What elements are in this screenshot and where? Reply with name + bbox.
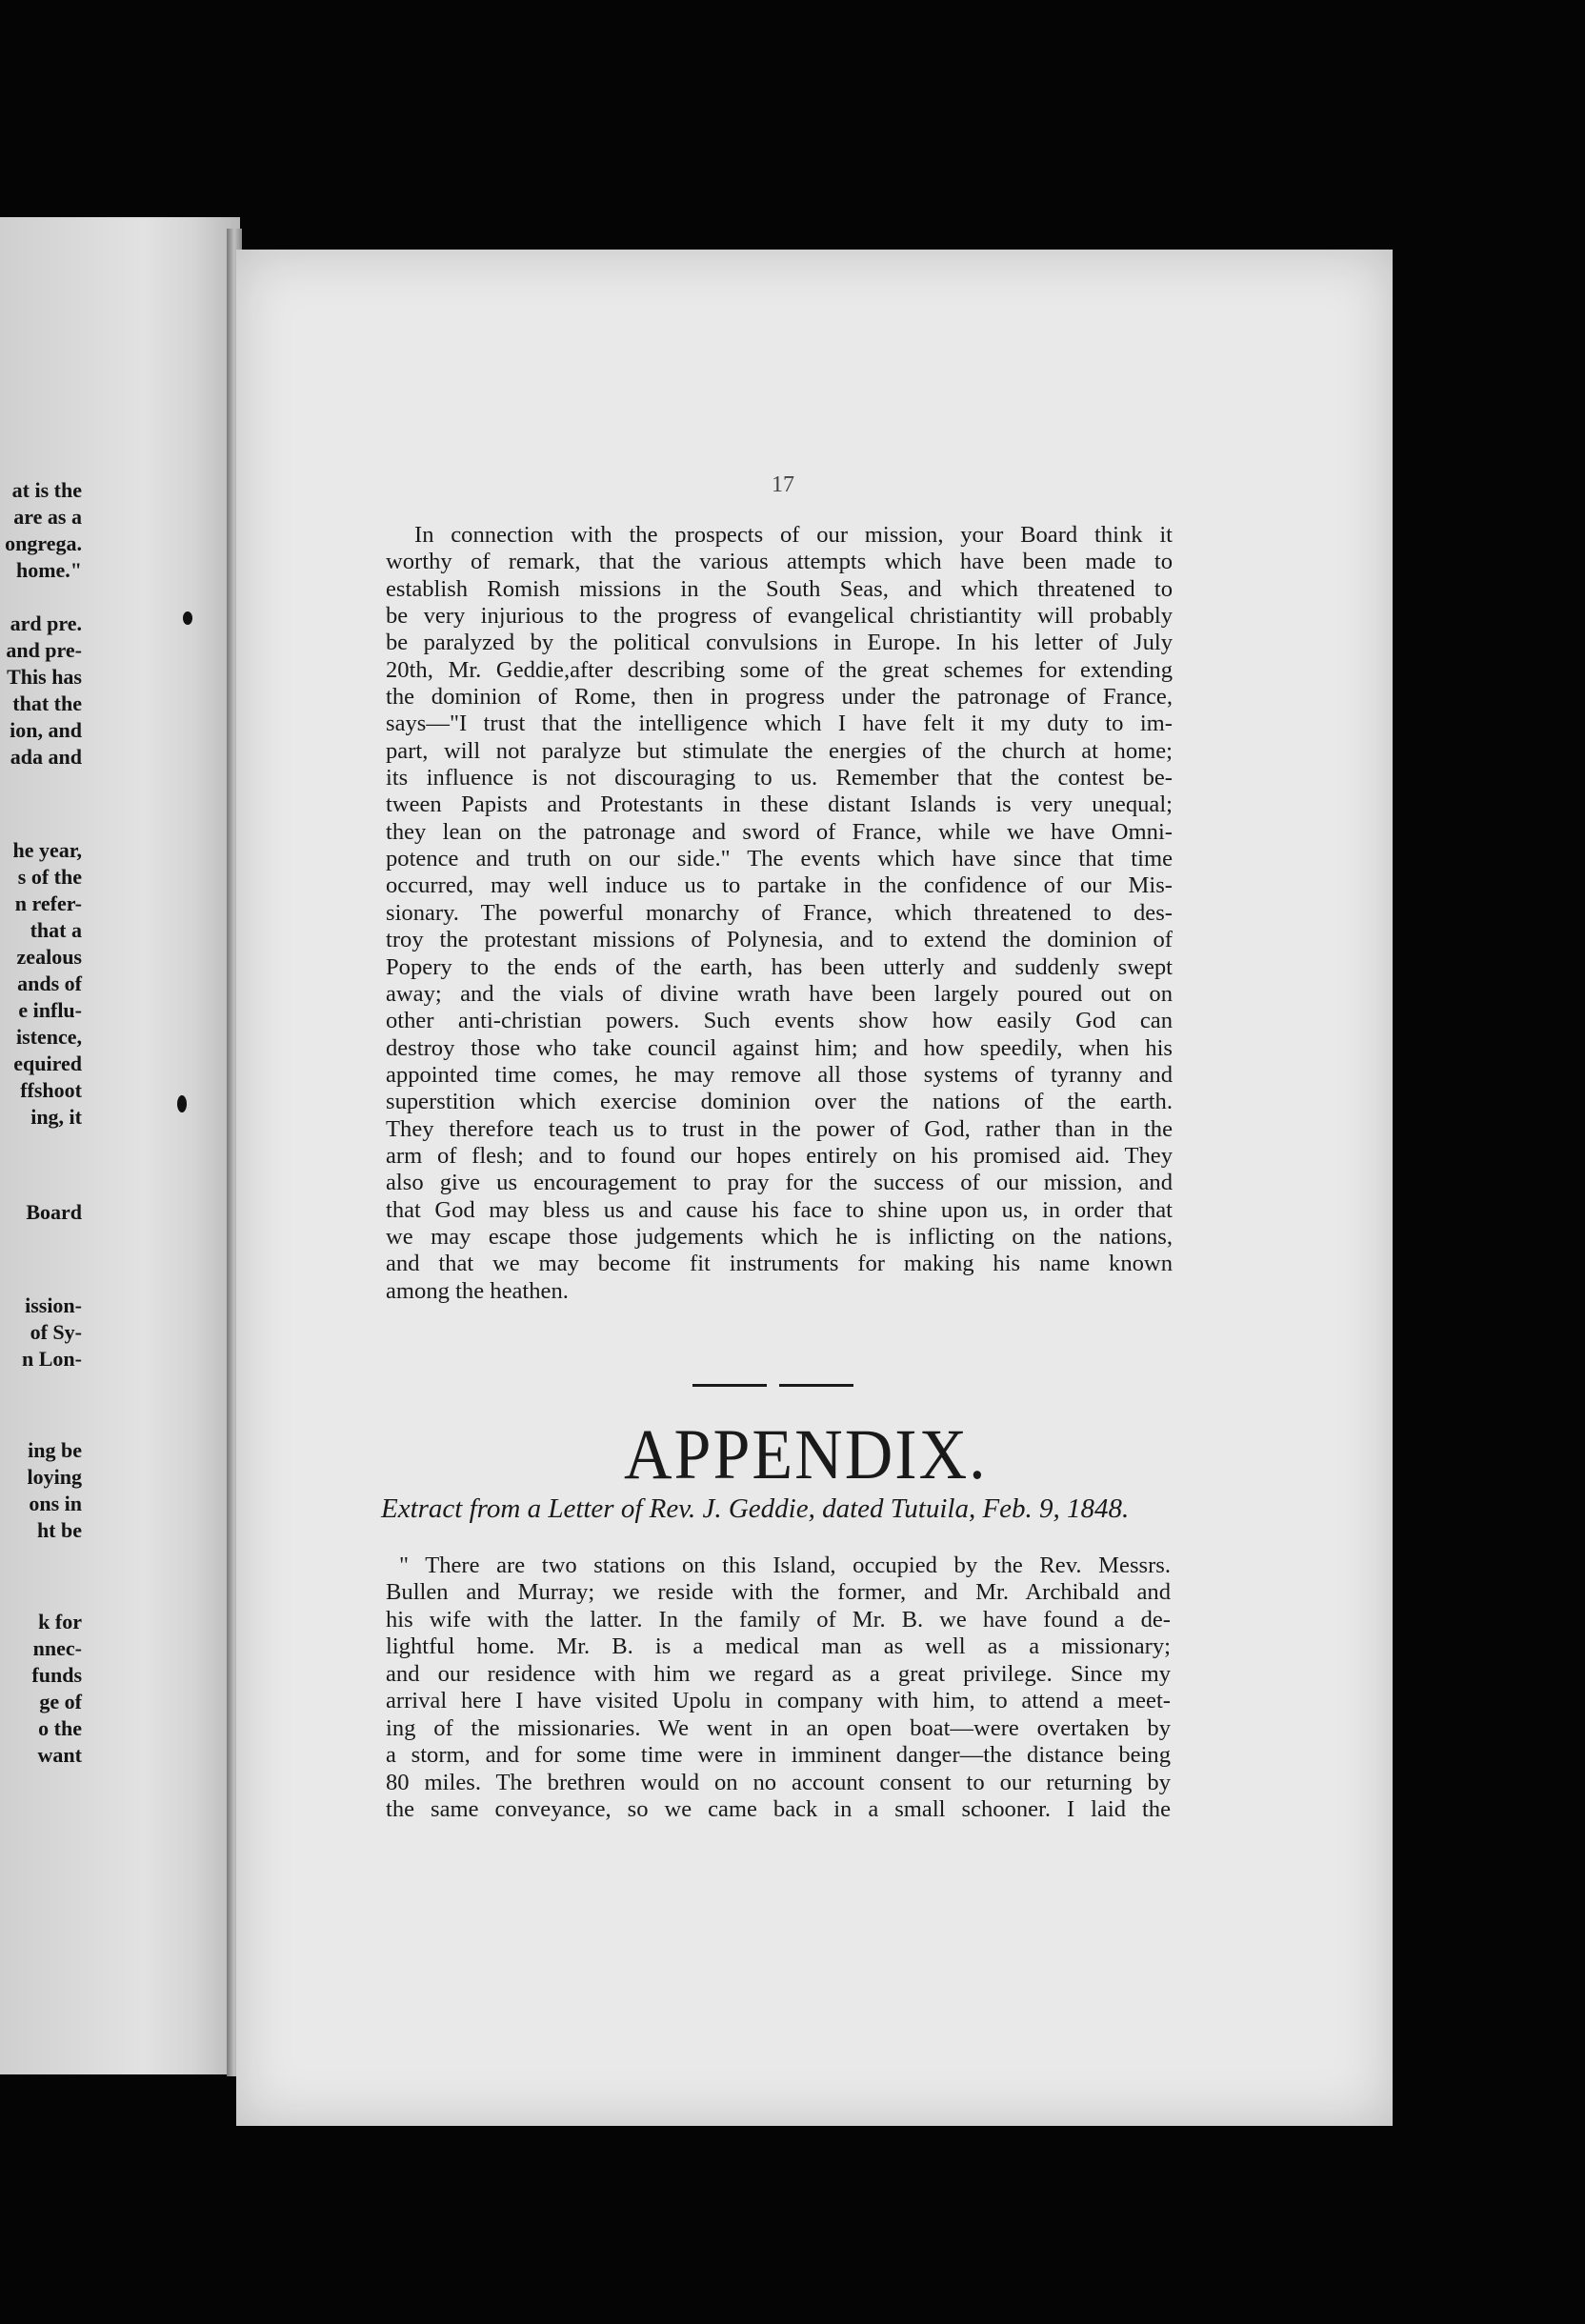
body-line: part, will not paralyze but stimulate the energies of the church at home; [386,737,1173,764]
body-line: away; and the vials of divine wrath have been largely poured out on [386,980,1173,1007]
left-page-line: funds [31,1663,82,1687]
left-page-line: ission- [25,1293,82,1317]
body-line: and that we may become fit instruments for making his name known [386,1251,1173,1277]
page-number: 17 [772,472,794,497]
left-page-line: ons in [29,1492,82,1515]
left-page-line: at is the [11,478,82,502]
body-line: superstition which exercise dominion over the nations of the earth. [386,1089,1173,1115]
letter-line: " There are two stations on this Island, occupied by the Rev. Messrs. [399,1553,1171,1578]
left-page-line: ge of [39,1690,82,1713]
body-line: the dominion of Rome, then in progress under the patronage of France, [386,684,1173,711]
body-line: troy the protestant missions of Polynesia, and to extend the dominion of [386,927,1173,953]
body-line: be very injurious to the progress of evangelical christiantity will probably [386,603,1173,630]
left-page-line: s of the [17,865,82,889]
body-paragraph [386,522,1173,1305]
letter-line: lightful home. Mr. B. is a medical man as well as a missionary; [386,1633,1171,1660]
left-page-line: ands of [17,972,82,995]
left-page-line: ongrega. [5,531,82,555]
letter-line: arrival here I have visited Upolu in company with him, to attend a meet- [386,1688,1171,1714]
body-line: potence and truth on our side." The events which have since that time [386,846,1173,872]
left-page-line: istence, [15,1025,82,1049]
letter-line: Bullen and Murray; we reside with the former, and Mr. Archibald and [386,1579,1171,1606]
body-line: 20th, Mr. Geddie,after describing some of the great schemes for extending [386,656,1173,683]
left-page-line: ffshoot [20,1078,82,1102]
section-rule-right [779,1384,853,1387]
body-line: worthy of remark, that the various attempts which have been made to [386,549,1173,575]
left-page-line: ing, it [30,1105,82,1129]
body-line: tween Papists and Protestants in these distant Islands is very unequal; [386,791,1173,818]
left-page-line: of Sy- [30,1320,82,1344]
left-page-line: Board [26,1200,82,1224]
left-page-line: equired [13,1052,82,1075]
body-line: they lean on the patronage and sword of France, while we have Omni- [386,818,1173,845]
body-line: among the heathen. [386,1277,569,1304]
body-line: establish Romish missions in the South Seas, and which threatened to [386,575,1173,602]
left-page-line: and pre- [6,638,82,662]
letter-line: 80 miles. The brethren would on no account consent to our returning by [386,1769,1171,1795]
body-line: Popery to the ends of the earth, has been utterly and suddenly swept [386,953,1173,980]
appendix-heading: APPENDIX. [624,1414,988,1495]
letter-line: ing of the missionaries. We went in an open boat—were overtaken by [386,1714,1171,1741]
left-page-line: n Lon- [22,1347,82,1371]
letter-line: the same conveyance, so we came back in a small schooner. I laid the [386,1796,1171,1823]
left-page-line: ing be [28,1438,82,1462]
left-page-line: ard pre. [10,611,82,635]
body-line: destroy those who take council against him; and how speedily, when his [386,1034,1173,1061]
section-rule-left [692,1384,767,1387]
left-page-line: nnec- [32,1636,82,1660]
letter-paragraph [386,1553,1171,1824]
left-page-line: that a [30,918,82,942]
left-page-line: ada and [10,745,82,769]
left-page-line: k for [38,1610,82,1633]
body-line: other anti-christian powers. Such events show how easily God can [386,1008,1173,1034]
left-page-line: want [37,1743,82,1767]
left-page-line: he year, [12,838,82,862]
extract-heading: Extract from a Letter of Rev. J. Geddie, dated Tutuila, Feb. 9, 1848. [381,1493,1130,1524]
body-line: be paralyzed by the political convulsions in Europe. In his letter of July [386,630,1173,656]
body-line: sionary. The powerful monarchy of France, which threatened to des- [386,899,1173,926]
ink-speck [177,1095,187,1112]
left-page-line: are as a [13,505,82,529]
body-line: occurred, may well induce us to partake in the confidence of our Mis- [386,872,1173,899]
body-line: In connection with the prospects of our mission, your Board think it [414,522,1173,548]
body-line: that God may bless us and cause his face to shine upon us, in order that [386,1196,1173,1223]
body-line: They therefore teach us to trust in the power of God, rather than in the [386,1115,1173,1142]
body-line: appointed time comes, he may remove all those systems of tyranny and [386,1061,1173,1088]
left-page-line: This has [7,665,82,689]
body-line: its influence is not discouraging to us. Remember that the contest be- [386,765,1173,791]
left-page-line: e influ- [18,998,82,1022]
letter-line: and our residence with him we regard as a great privilege. Since my [386,1660,1171,1687]
left-page-line: that the [12,691,82,715]
left-page-line: loying [27,1465,82,1489]
left-page-line: ht be [36,1518,82,1542]
body-line: arm of flesh; and to found our hopes entirely on his promised aid. They [386,1142,1173,1169]
left-page-line: zealous [16,945,82,969]
left-page-line: o the [38,1716,82,1740]
left-page-line: n refer- [14,892,82,915]
letter-line: a storm, and for some time were in imminent danger—the distance being [386,1742,1171,1769]
body-line: says—"I trust that the intelligence which I have felt it my duty to im- [386,711,1173,737]
body-line: also give us encouragement to pray for the success of our mission, and [386,1170,1173,1196]
left-page-line: ion, and [10,718,82,742]
ink-speck [183,611,192,625]
left-page-line: home." [15,558,82,582]
letter-line: his wife with the latter. In the family of Mr. B. we have found a de- [386,1606,1171,1633]
body-line: we may escape those judgements which he is inflicting on the nations, [386,1223,1173,1250]
